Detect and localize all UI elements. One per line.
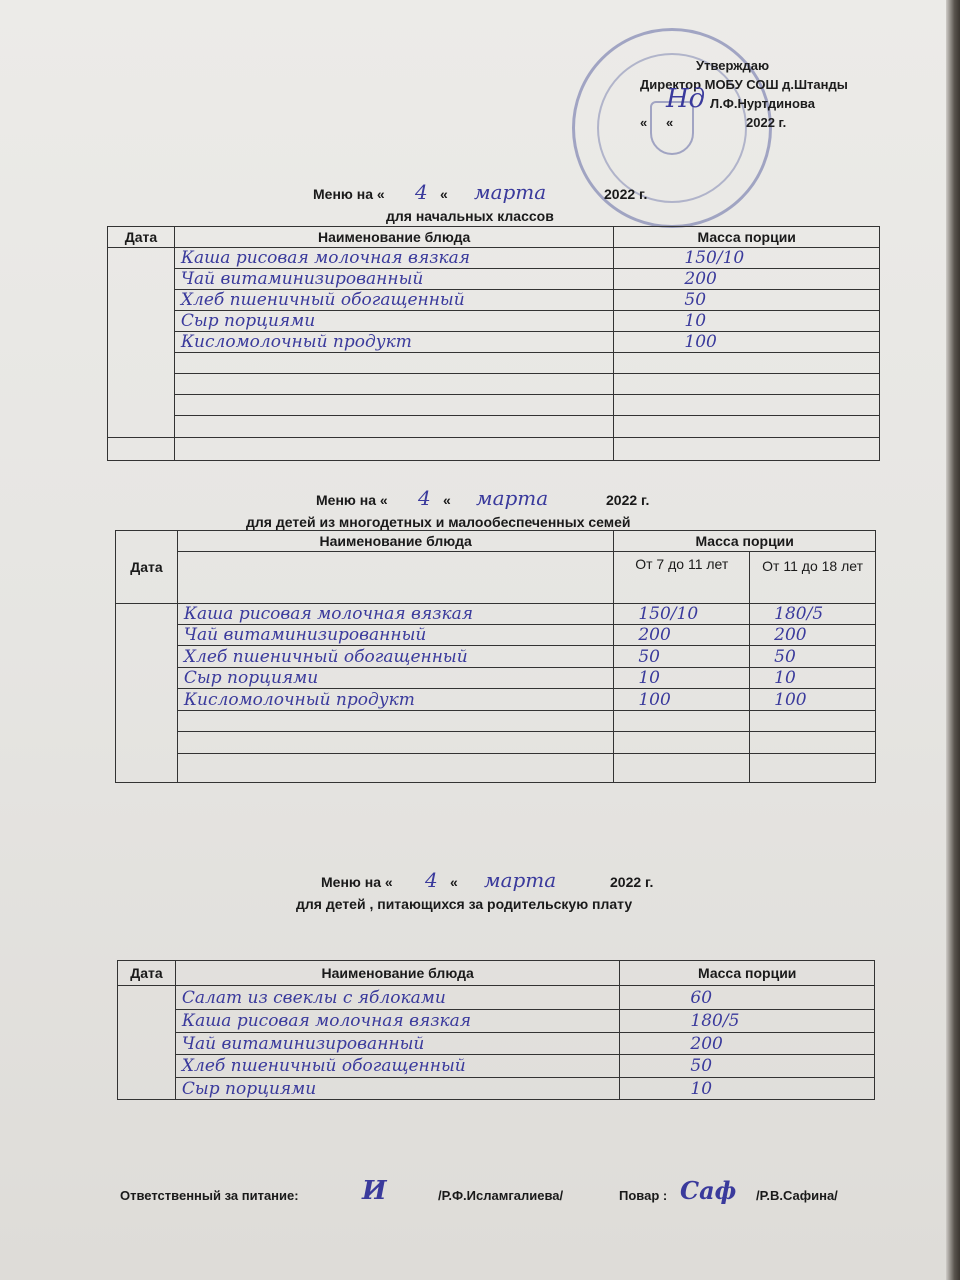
menu2-row-name: Каша рисовая молочная вязкая [177, 604, 613, 625]
menu2-row-mass1: 50 [614, 646, 750, 668]
menu2-empty-cell [750, 754, 876, 783]
menu2-day: 4 [418, 486, 431, 510]
responsible-label: Ответственный за питание: [120, 1188, 299, 1203]
menu2-row-mass1: 200 [614, 625, 750, 646]
menu2-year: 2022 г. [606, 492, 650, 508]
menu1-row-mass: 150/10 [614, 248, 880, 269]
menu3-row-name: Чай витаминизированный [175, 1033, 620, 1055]
menu3-col-date: Дата [118, 961, 176, 986]
menu3-row-mass: 60 [620, 986, 875, 1010]
menu3-row-name: Салат из свеклы с яблоками [175, 986, 620, 1010]
menu3-col-name: Наименование блюда [175, 961, 620, 986]
menu1-empty-cell [174, 438, 614, 461]
menu2-col-name: Наименование блюда [177, 531, 613, 552]
menu1-row-mass: 100 [614, 332, 880, 353]
menu1-month: марта [474, 180, 547, 204]
cook-name: /Р.В.Сафина/ [756, 1188, 838, 1203]
menu1-col-date: Дата [108, 227, 175, 248]
menu2-subtitle: для детей из многодетных и малообеспеченных семей [246, 514, 631, 530]
menu2-col-mass: Масса порции [614, 531, 876, 552]
menu3-row-name: Каша рисовая молочная вязкая [175, 1010, 620, 1033]
menu3-date-cell [118, 986, 176, 1100]
cook-label: Повар : [619, 1188, 668, 1203]
menu1-row-name: Сыр порциями [174, 311, 614, 332]
menu3-row-name: Сыр порциями [175, 1078, 620, 1100]
responsible-signature: И [362, 1176, 387, 1206]
menu3-row-mass: 10 [620, 1078, 875, 1100]
menu1-header [0, 180, 948, 226]
menu1-row-name: Каша рисовая молочная вязкая [174, 248, 614, 269]
menu2-empty-cell [614, 711, 750, 732]
menu2-row-mass1: 150/10 [614, 604, 750, 625]
menu1-empty-cell [614, 353, 880, 374]
menu1-empty-cell [174, 353, 614, 374]
menu1-empty-cell [174, 416, 614, 438]
menu1-empty-cell [614, 438, 880, 461]
menu2-row-mass1: 100 [614, 689, 750, 711]
menu1-row-name: Чай витаминизированный [174, 269, 614, 290]
menu3-title-prefix: Меню на « [321, 874, 393, 890]
menu2-row-name: Чай витаминизированный [177, 625, 613, 646]
footer-signatures [0, 1176, 948, 1212]
menu3-row-mass: 180/5 [620, 1010, 875, 1033]
menu2-name-subheader [177, 552, 613, 604]
menu2-row-mass1: 10 [614, 668, 750, 689]
menu1-empty-cell [174, 374, 614, 395]
menu1-empty-cell [108, 438, 175, 461]
menu3-row-name: Хлеб пшеничный обогащенный [175, 1055, 620, 1078]
menu1-year: 2022 г. [604, 186, 648, 202]
menu1-empty-cell [614, 374, 880, 395]
menu1-subtitle: для начальных классов [386, 208, 554, 224]
menu1-col-mass: Масса порции [614, 227, 880, 248]
menu2-row-mass2: 100 [750, 689, 876, 711]
menu2-row-mass2: 50 [750, 646, 876, 668]
menu3-table [117, 960, 875, 1100]
menu2-col-age2: От 11 до 18 лет [750, 552, 876, 604]
menu3-row-mass: 200 [620, 1033, 875, 1055]
menu2-row-mass2: 200 [750, 625, 876, 646]
menu2-table [115, 530, 876, 783]
menu2-empty-cell [177, 754, 613, 783]
menu1-day: 4 [415, 180, 428, 204]
menu2-row-mass2: 10 [750, 668, 876, 689]
menu1-table [107, 226, 880, 461]
menu2-empty-cell [614, 732, 750, 754]
menu2-quote: « [443, 492, 451, 508]
menu2-empty-cell [177, 711, 613, 732]
menu2-col-date: Дата [116, 531, 178, 604]
menu3-subtitle: для детей , питающихся за родительскую плату [296, 896, 633, 912]
menu1-row-mass: 200 [614, 269, 880, 290]
menu3-quote: « [450, 874, 458, 890]
menu2-empty-cell [614, 754, 750, 783]
menu3-year: 2022 г. [610, 874, 654, 890]
menu1-row-mass: 50 [614, 290, 880, 311]
menu1-empty-cell [174, 395, 614, 416]
page-edge-shadow [946, 0, 960, 1280]
menu1-quote: « [440, 186, 448, 202]
cook-signature: Саф [680, 1176, 737, 1205]
menu2-date-cell [116, 604, 178, 783]
responsible-name: /Р.Ф.Исламгалиева/ [438, 1188, 564, 1203]
director-signature: Нд [666, 84, 706, 114]
menu2-empty-cell [177, 732, 613, 754]
menu1-title-prefix: Меню на « [313, 186, 385, 202]
menu2-row-mass2: 180/5 [750, 604, 876, 625]
menu2-row-name: Сыр порциями [177, 668, 613, 689]
menu3-header [0, 868, 948, 914]
approval-date-year: 2022 г. [746, 115, 787, 130]
menu2-header [0, 486, 948, 532]
menu1-row-mass: 10 [614, 311, 880, 332]
menu2-title-prefix: Меню на « [316, 492, 388, 508]
approval-director: Директор МОБУ СОШ д.Штанды [640, 77, 848, 92]
menu1-empty-cell [614, 416, 880, 438]
menu2-empty-cell [750, 711, 876, 732]
menu1-row-name: Кисломолочный продукт [174, 332, 614, 353]
approval-date-quote-open: « [640, 115, 648, 130]
menu2-month: марта [476, 486, 549, 510]
approval-date-quote-mid: « [666, 115, 674, 130]
menu2-row-name: Кисломолочный продукт [177, 689, 613, 711]
menu3-day: 4 [425, 868, 438, 892]
menu2-col-age1: От 7 до 11 лет [614, 552, 750, 604]
menu3-col-mass: Масса порции [620, 961, 875, 986]
approval-title: Утверждаю [696, 58, 770, 73]
approval-director-name: Л.Ф.Нуртдинова [710, 96, 815, 111]
menu1-row-name: Хлеб пшеничный обогащенный [174, 290, 614, 311]
menu1-empty-cell [614, 395, 880, 416]
menu2-row-name: Хлеб пшеничный обогащенный [177, 646, 613, 668]
menu1-col-name: Наименование блюда [174, 227, 614, 248]
menu3-month: марта [484, 868, 557, 892]
menu1-date-cell [108, 248, 175, 438]
menu3-row-mass: 50 [620, 1055, 875, 1078]
menu2-empty-cell [750, 732, 876, 754]
